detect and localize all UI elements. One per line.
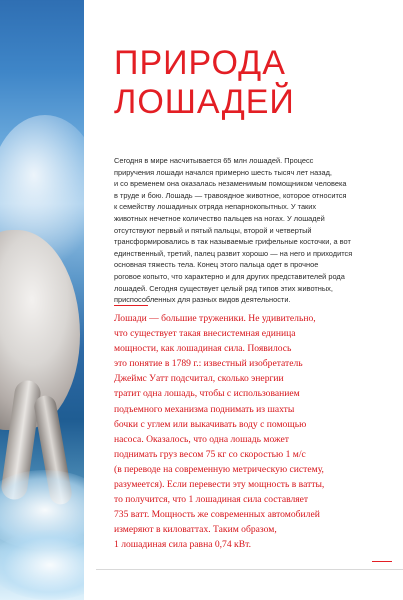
page-footer-divider <box>96 569 403 570</box>
intro-line: лошадей. Сегодня существует целый ряд типов этих животных, <box>114 283 333 293</box>
intro-line: роговое копыто, что характерно и для других представителей рода <box>114 271 345 281</box>
page-title <box>114 44 295 122</box>
quote-line: 1 лошадиная сила равна 0,74 кВт. <box>114 539 251 551</box>
horse-photo <box>0 0 84 600</box>
intro-line: Сегодня в мире насчитывается 65 млн лошадей. Процесс <box>114 156 314 165</box>
intro-line: и со временем она оказалась незаменимым помощником человека <box>114 179 347 189</box>
quote-line: измеряют в киловаттах. Таким образом, <box>114 524 277 536</box>
quote-line: мощности, как лошадиная сила. Появилось <box>114 343 292 355</box>
intro-line: основная тяжесть тела. Конец этого пальца одет в прочное <box>114 260 319 270</box>
quote-line: (в переводе на современную метрическую систему, <box>114 463 324 475</box>
quote-line: то получится, что 1 лошадиная сила составляет <box>114 494 309 506</box>
quote-line: Лошади — большие труженики. Не удивительно, <box>114 313 316 324</box>
quote-line: Джеймс Уатт подсчитал, сколько энергии <box>114 373 284 385</box>
intro-line: единственный, третий, палец развит хорошо — на него и приходится <box>114 248 353 258</box>
quote-line: бочки с углем или выкачивать воду с помощью <box>114 418 307 430</box>
quote-line: поднимать груз весом 75 кг со скоростью 1 м/с <box>114 448 306 460</box>
photo-water-splash <box>0 530 84 600</box>
intro-line: приспособленных для разных видов деятельности. <box>114 295 291 305</box>
quote-line: это понятие в 1789 г.: известный изобретатель <box>114 358 303 370</box>
quote-bottom-rule <box>372 561 392 562</box>
intro-line: трансформировались в так называемые грифельные косточки, а вот <box>114 237 351 247</box>
intro-line: отсутствуют первый и пятый пальцы, второй и четвертый <box>114 225 312 235</box>
title-line: ЛОШАДЕЙ <box>114 83 295 121</box>
quote-line: разумеется). Если перевести эту мощность в ватты, <box>114 479 325 491</box>
quote-line: насоса. Оказалось, что одна лошадь может <box>114 433 289 445</box>
quote-line: подъемного механизма поднимать из шахты <box>114 403 295 415</box>
quote-line: тратит одна лошадь, чтобы с использованием <box>114 388 300 400</box>
quote-paragraph <box>114 311 399 553</box>
intro-line: приручения лошади начался примерно шесть тысяч лет назад, <box>114 167 332 177</box>
intro-line: в труде и бою. Лошадь — травоядное животное, которое относится <box>114 190 347 200</box>
intro-paragraph <box>114 155 390 306</box>
quote-line: 735 ватт. Мощность же современных автомобилей <box>114 509 320 521</box>
quote-top-rule <box>114 305 148 306</box>
quote-line: что существует такая внесистемная единица <box>114 328 296 340</box>
title-line: ПРИРОДА <box>114 44 286 82</box>
intro-line: животных нечетное количество пальцев на ногах. У лошадей <box>114 213 325 223</box>
intro-line: к семейству лошадиных отряда непарнокопытных. У таких <box>114 202 317 212</box>
